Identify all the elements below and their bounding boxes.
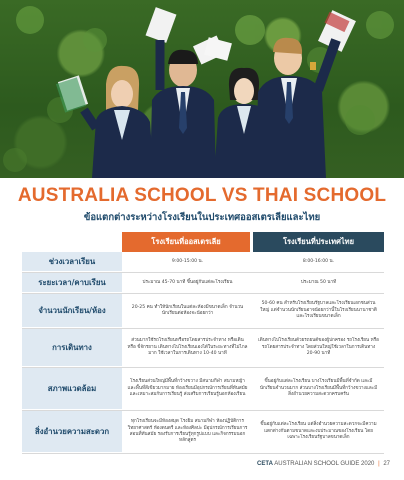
table-row [22,368,384,411]
row-label: ระยะเวลา/คาบเรียน [22,273,122,293]
table-row [22,329,384,368]
cell-australia: 9:00-15:00 น. [171,258,204,264]
cell-thailand: ประมาณ 50 นาที [300,279,337,285]
row-label: สภาพแวดล้อม [22,368,122,410]
footer-brand: CETA [257,461,273,467]
row-label: ช่วงเวลาเรียน [22,252,122,272]
cell-australia: ส่วนมากใช้รถโรงเรียนหรือรถโดยสารประจำทาง หรือเดิน หรือ ขี่จักรยาน เดินทางไปโรงเรียนเองได้ในระยะทางที่ไม่ไกลมาก ใช้เวลาในการเดินทาง 10-40 นาที [127,338,248,357]
table-row [22,294,384,329]
row-label: จำนวนนักเรียน/ห้อง [22,294,122,328]
page-footer [257,461,390,467]
student-1 [56,66,154,178]
page-number: 27 [383,461,390,467]
hero-photo [0,0,404,178]
cell-thailand: เดินทางไปโรงเรียนด้วยรถยนต์ของผู้ปกครอง รถโรงเรียน หรือรถโดยสารประจำทาง โดยส่วนใหญ่ใช้เวลาในการเดินทาง 20-90 นาที [258,338,379,357]
cell-australia: 20-25 คน ทำให้นักเรียนในแต่ละห้องมีขนาดเล็ก จำนวนนักเรียนต่อห้องจะน้อยกว่า [131,304,244,316]
cell-australia: ทุกโรงเรียนจะมีห้องสมุด โรงยิม สนามกีฬา ห้องปฏิบัติการวิทยาศาสตร์ ห้องดนตรี และห้องศิลปะ มีอุปกรณ์การเรียนการสอนที่ทันสมัย รองรับการเรียนรู้ทุกรูปแบบ และกิจกรรมนอกหลักสูตร [127,419,248,444]
table-row [22,273,384,294]
comparison-table [22,232,384,454]
cell-thailand: ขึ้นอยู่กับแต่ละโรงเรียน แต่สิ่งอำนวยความสะดวกจะมีความแตกต่างกันตามขนาดและงบประมาณของโรงเรียน โดยเฉพาะโรงเรียนรัฐบาลขนาดเล็ก [260,422,377,441]
cell-australia: ประมาณ 45-70 นาที ขึ้นอยู่กับแต่ละโรงเรียน [142,279,233,285]
cell-thailand: 8:00-16:00 น. [302,258,335,264]
student-2 [146,7,225,178]
table-row [22,252,384,273]
footer-separator: | [378,461,380,467]
cell-thailand: ขึ้นอยู่กับแต่ละโรงเรียน บางโรงเรียนมีพื้นที่จำกัด และมีนักเรียนจำนวนมาก ส่วนบางโรงเรียนมีพื้นที่กว้างขวางและมีสิ่งอำนวยความสะดวกครบครัน [259,379,378,398]
table-row [22,411,384,454]
table-header-row [22,232,384,252]
cell-thailand: 50-60 คน สำหรับโรงเรียนรัฐบาลและโรงเรียนเอกชนส่วนใหญ่ แต่จำนวนนักเรียนอาจน้อยกว่านี้ในโรงเรียนนานาชาติและโรงเรียนขนาดเล็ก [260,301,377,320]
students-photo-illustration [0,0,404,178]
cell-australia: โรงเรียนส่วนใหญ่มีพื้นที่กว้างขวาง มีสนามกีฬา สนามหญ้า และพื้นที่สีเขียวมากมาย ห้องเรียนมีอุปกรณ์การเรียนที่ทันสมัย และเหมาะสมกับการเรียนรู้ ส่งเสริมการเรียนรู้นอกห้องเรียน [127,379,248,398]
header-blank-cell [22,232,122,252]
row-label: การเดินทาง [22,329,122,367]
header-thailand: โรงเรียนที่ประเทศไทย [253,232,384,252]
row-label: สิ่งอำนวยความสะดวก [22,411,122,453]
footer-publication: AUSTRALIAN SCHOOL GUIDE 2020 [274,461,375,467]
page-subtitle: ข้อแตกต่างระหว่างโรงเรียนในประเทศออสเตรเลียและไทย [83,212,321,223]
header-australia: โรงเรียนที่ออสเตรเลีย [122,232,250,252]
student-4 [256,10,356,178]
page-title: AUSTRALIA SCHOOL VS THAI SCHOOL [17,185,387,206]
